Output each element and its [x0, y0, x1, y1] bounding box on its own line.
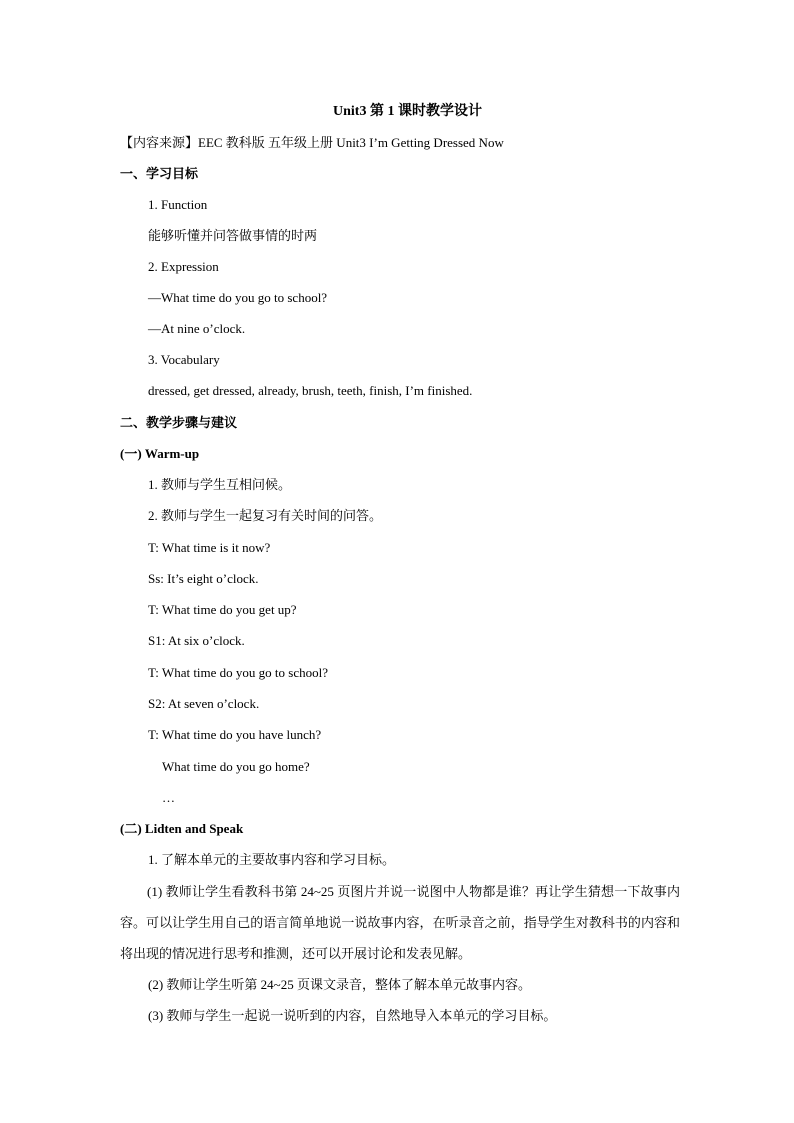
function-label: 1. Function	[148, 197, 208, 212]
dialogue-ellipsis: …	[162, 790, 175, 805]
section-heading-steps: 二、教学步骤与建议	[120, 415, 238, 430]
vocabulary-label: 3. Vocabulary	[148, 352, 220, 367]
listen-speak-heading: (二) Lidten and Speak	[120, 821, 244, 836]
expression-question: —What time do you go to school?	[148, 290, 328, 305]
function-text: 能够听懂并问答做事情的时两	[148, 228, 318, 243]
page-title: Unit3 第 1 课时教学设计	[333, 104, 482, 119]
expression-label: 2. Expression	[148, 259, 219, 274]
warmup-heading: (一) Warm-up	[120, 446, 200, 461]
expression-answer: —At nine o’clock.	[148, 321, 246, 336]
section-heading-goals: 一、学习目标	[120, 166, 199, 181]
warmup-step-2: 2. 教师与学生一起复习有关时间的问答。	[148, 508, 383, 523]
listen-paragraph-1: (1) 教师让学生看教科书第 24~25 页图片并说一说图中人物都是谁？再让学生猜想一下故事内容。可以让学生用自己的语言简单地说一说故事内容，在听录音之前，指导学生对教科书的内容和将出现的情况进行思考和推测，还可以开展讨论和发表见解。	[120, 884, 680, 961]
dialogue-line: S1: At six o’clock.	[148, 633, 245, 648]
dialogue-line: T: What time do you get up?	[148, 602, 297, 617]
dialogue-line: T: What time do you go to school?	[148, 665, 329, 680]
warmup-step-1: 1. 教师与学生互相问候。	[148, 477, 292, 492]
dialogue-line: T: What time is it now?	[148, 540, 271, 555]
dialogue-line: T: What time do you have lunch?	[148, 727, 322, 742]
listen-step-1: 1. 了解本单元的主要故事内容和学习目标。	[148, 852, 396, 867]
dialogue-line: S2: At seven o’clock.	[148, 696, 260, 711]
content-source: 【内容来源】EEC 教科版 五年级上册 Unit3 I’m Getting Dressed Now	[120, 135, 504, 150]
dialogue-line: What time do you go home?	[162, 759, 310, 774]
dialogue-line: Ss: It’s eight o’clock.	[148, 571, 259, 586]
listen-paragraph-3: (3) 教师与学生一起说一说听到的内容，自然地导入本单元的学习目标。	[148, 1008, 557, 1023]
vocabulary-text: dressed, get dressed, already, brush, teeth, finish, I’m finished.	[148, 383, 473, 398]
listen-paragraph-2: (2) 教师让学生听第 24~25 页课文录音，整体了解本单元故事内容。	[148, 977, 531, 992]
